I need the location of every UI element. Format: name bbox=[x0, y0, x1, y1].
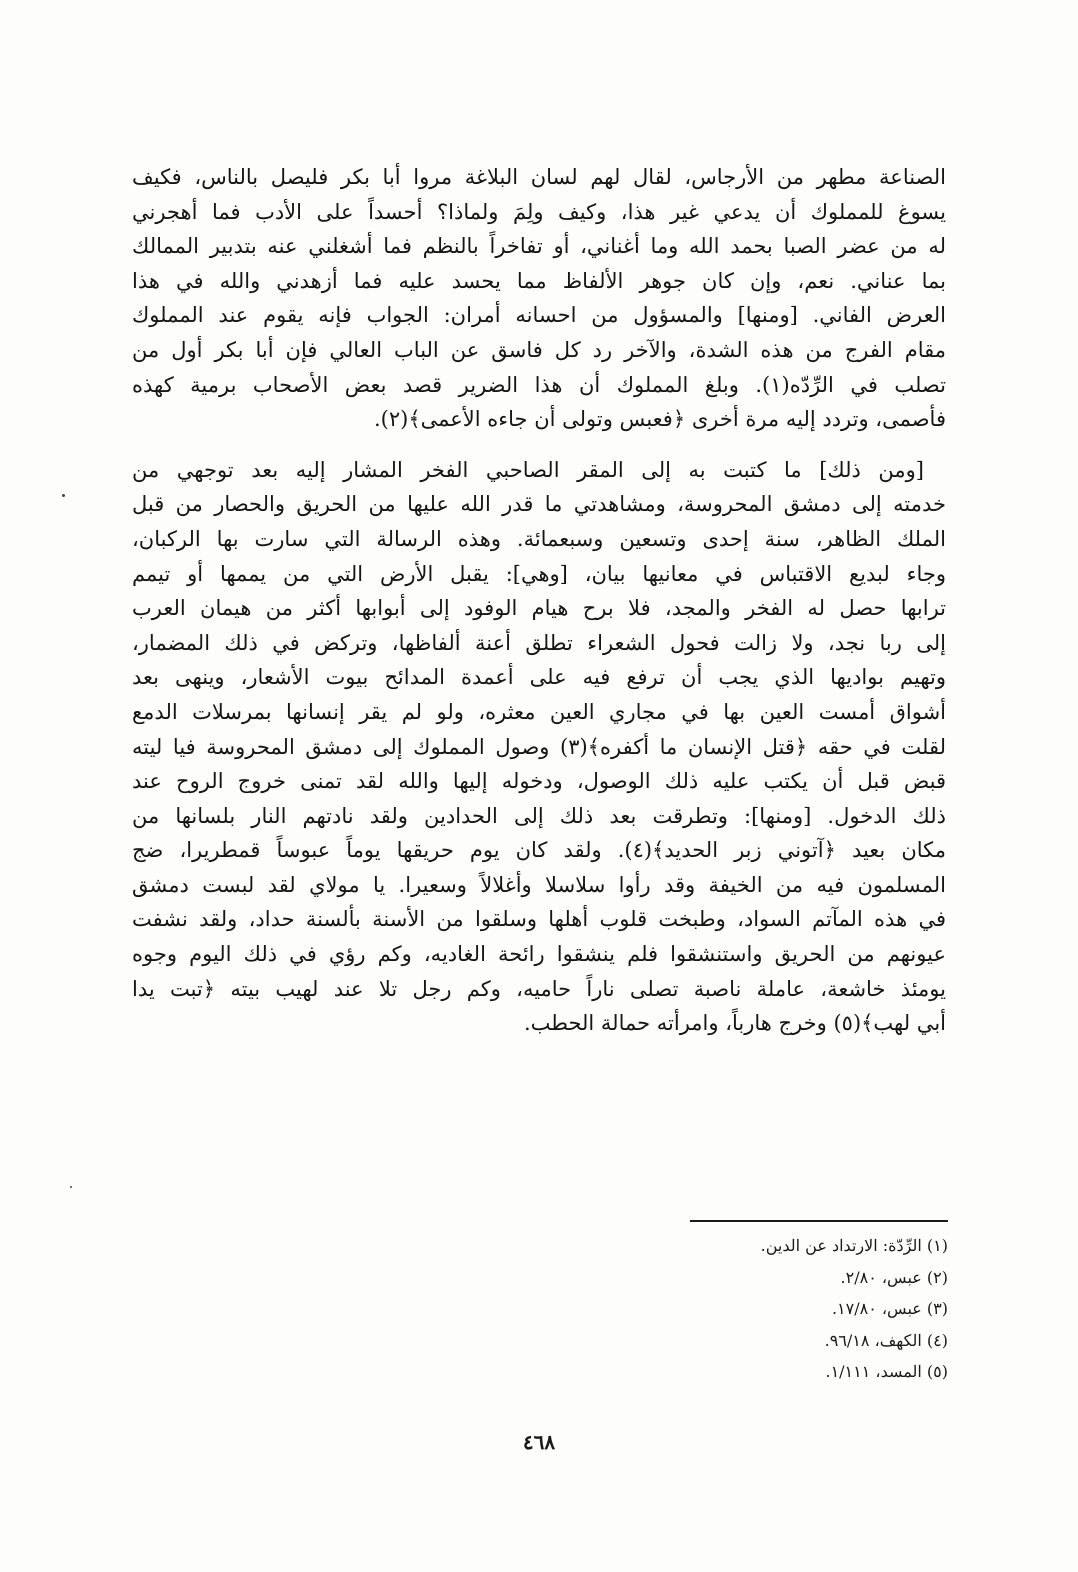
text-line: بما عناني. نعم، وإن كان جوهر الألفاظ مما يحسد عليه فما أزهدني والله في هذا bbox=[132, 268, 946, 293]
text-line: ذلك الدخول. [ومنها]: وتطرقت بعد ذلك إلى الحدادين ولقد نادتهم النار بلسانها من bbox=[132, 803, 946, 828]
paragraph-2 bbox=[132, 453, 946, 1041]
paragraph-1 bbox=[132, 160, 946, 437]
text-line: يسوغ للمملوك أن يدعي غير هذا، وكيف ولِمَ ولماذا؟ أحسداً على الأدب فما أهجرني bbox=[132, 199, 946, 224]
footnotes bbox=[500, 1230, 948, 1388]
text-line: الصناعة مطهر من الأرجاس، لقال لهم لسان البلاغة مروا أبا بكر فليصل بالناس، فكيف bbox=[132, 165, 946, 189]
scan-speck bbox=[62, 494, 65, 497]
text-line: أبي لهب﴾(٥) وخرج هارباً، وامرأته حمالة الحطب. bbox=[523, 1011, 946, 1036]
main-text bbox=[132, 160, 946, 1041]
footnote: (٤) الكهف، ٩٦/١٨. bbox=[824, 1330, 948, 1350]
footnote: (٥) المسد، ١/١١١. bbox=[825, 1362, 948, 1381]
page-number: ٤٦٨ bbox=[522, 1430, 556, 1454]
text-line: المسلمون فيه من الخيفة وقد رأوا سلاسلا وأغلالاً وسعيرا. يا مولاي لقد لبست دمشق bbox=[132, 872, 946, 897]
text-line: خدمته إلى دمشق المحروسة، ومشاهدتي ما قدر الله عليها من الحريق والحصار من قبل bbox=[132, 492, 946, 517]
text-line: مقام الفرج من هذه الشدة، والآخر رد كل فاسق عن الباب العالي فإن أبا بكر أول من bbox=[132, 337, 946, 362]
text-line: عيونهم من الحريق واستنشقوا فلم ينشقوا رائحة الغاديه، وكم رؤي في ذلك اليوم وجوه bbox=[132, 942, 946, 967]
text-line: مكان بعيد ﴿آتوني زبر الحديد﴾(٤). ولقد كان يوم حريقها يوماً عبوساً قمطريرا، ضج bbox=[132, 838, 946, 863]
text-line: ترابها حصل له الفخر والمجد، فلا برح هيام الوفود إلى أبوابها أكثر من هيمان العرب bbox=[132, 596, 946, 621]
footnote-divider bbox=[690, 1220, 948, 1222]
text-line: لقلت في حقه ﴿قتل الإنسان ما أكفره﴾(٣) وصول المملوك إلى دمشق المحروسة فيا ليته bbox=[132, 734, 946, 759]
text-line: قبض قبل أن يكتب عليه ذلك الوصول، ودخوله إليها والله لقد تمنى خروج الروح عند bbox=[132, 769, 946, 794]
text-line: يومئذ خاشعة، عاملة ناصبة تصلى ناراً حاميه، وكم رجل تلا عند لهيب بيته ﴿تبت يدا bbox=[132, 976, 946, 1001]
footnote: (٣) عبس، ١٧/٨٠. bbox=[831, 1299, 948, 1318]
scan-speck bbox=[70, 1186, 72, 1188]
text-line: تصلب في الرِّدّه(١). وبلغ المملوك أن هذا الضرير قصد بعض الأصحاب برمية كهذه bbox=[132, 372, 946, 397]
text-line: فأصمى، وتردد إليه مرة أخرى ﴿فعبس وتولى أن جاءه الأعمى﴾(٢). bbox=[373, 407, 946, 432]
footnote: (٢) عبس، ٢/٨٠. bbox=[840, 1267, 948, 1287]
text-line: أشواق أمست العين بها في مجاري العين معثره، ولو لم يقر إنسانها بمرسلات الدمع bbox=[132, 699, 946, 724]
text-line: [ومن ذلك] ما كتبت به إلى المقر الصاحبي الفخر المشار إليه بعد توجهي من bbox=[132, 457, 924, 482]
text-line: العرض الفاني. [ومنها] والمسؤول من احسانه أمران: الجواب فإنه يقوم عند المملوك bbox=[132, 303, 946, 328]
text-line: وجاء لبديع الاقتباس في معانيها بيان، [وهي]: يقبل الأرض التي من يممها أو تيمم bbox=[132, 561, 946, 586]
text-line: وتهيم بواديها الذي يجب أن ترفع فيه على أعمدة المدائح بيوت الأشعار، وينهى بعد bbox=[132, 665, 946, 690]
text-line: الملك الظاهر، سنة إحدى وتسعين وسبعمائة. وهذه الرسالة التي سارت بها الركبان، bbox=[132, 526, 946, 551]
footnote: (١) الرِّدّة: الارتداد عن الدين. bbox=[760, 1236, 948, 1255]
text-line: في هذه المآتم السواد، وطبخت قلوب أهلها وسلقوا من الأسنة بألسنة حداد، ولقد نشفت bbox=[132, 907, 946, 932]
text-line: له من عضر الصبا بحمد الله وما أغناني، أو تفاخراً بالنظم فما أشغلني عنه بتدبير الممالك bbox=[132, 234, 946, 259]
text-line: إلى ربا نجد، ولا زالت فحول الشعراء تطلق أعنة ألفاظها، وتركض في ذلك المضمار، bbox=[132, 630, 946, 655]
